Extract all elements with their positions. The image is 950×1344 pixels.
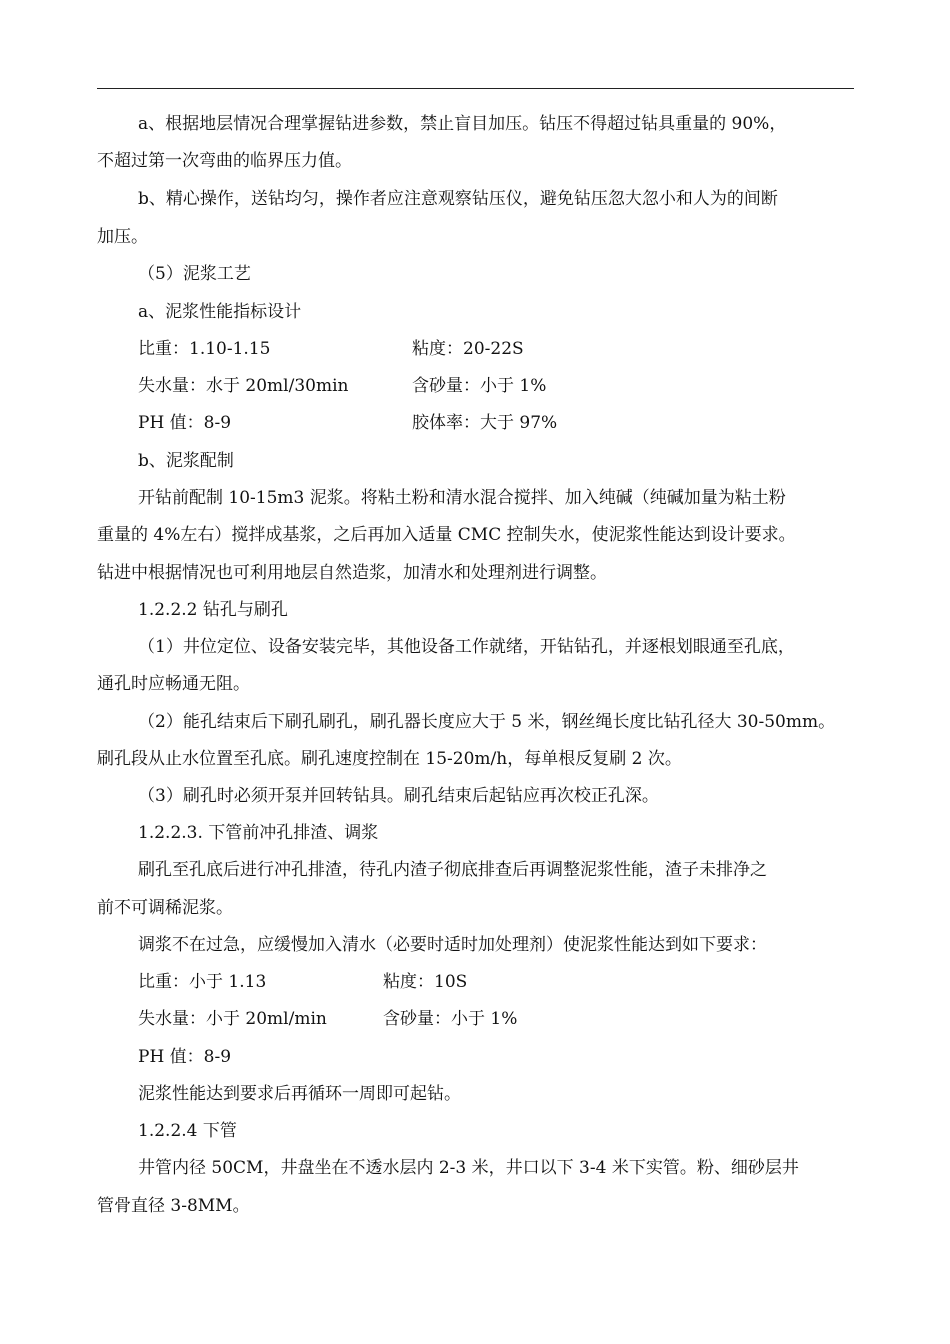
spec-water-loss: 失水量：水于 20ml/30min — [138, 376, 349, 396]
paragraph-line: 前不可调稀泥浆。 — [97, 898, 233, 918]
spec-ph: PH 值：8-9 — [138, 413, 232, 433]
spec-viscosity: 粘度：10S — [383, 972, 468, 992]
spec-colloid-rate: 胶体率：大于 97% — [412, 413, 558, 433]
paragraph-line: 加压。 — [97, 227, 148, 247]
subsection-heading: b、泥浆配制 — [138, 451, 234, 471]
paragraph-line: （1）井位定位、设备安装完毕，其他设备工作就绪，开钻钻孔，并逐根划眼通至孔底， — [138, 637, 795, 657]
paragraph-line: 开钻前配制 10-15m3 泥浆。将粘土粉和清水混合搅拌、加入纯碱（纯碱加量为粘土粉 — [138, 488, 786, 508]
spec-sand-content: 含砂量：小于 1% — [412, 376, 547, 396]
paragraph-line: 刷孔段从止水位置至孔底。刷孔速度控制在 15-20m/h，每单根反复刷 2 次。 — [97, 749, 682, 769]
paragraph-line: 井管内径 50CM，井盘坐在不透水层内 2-3 米，井口以下 3-4 米下实管。粉、细砂层井 — [138, 1158, 799, 1178]
paragraph-line: 重量的 4%左右）搅拌成基浆，之后再加入适量 CMC 控制失水，使泥浆性能达到设计要求。 — [97, 525, 796, 545]
paragraph-line: 刷孔至孔底后进行冲孔排渣，待孔内渣子彻底排查后再调整泥浆性能，渣子未排净之 — [138, 860, 767, 880]
section-heading: 1.2.2.4 下管 — [138, 1121, 237, 1141]
paragraph-line: 调浆不在过急，应缓慢加入清水（必要时适时加处理剂）使泥浆性能达到如下要求： — [138, 935, 767, 955]
paragraph-line: 钻进中根据情况也可利用地层自然造浆，加清水和处理剂进行调整。 — [97, 563, 607, 583]
spec-water-loss: 失水量：小于 20ml/min — [138, 1009, 327, 1029]
paragraph-line: 不超过第一次弯曲的临界压力值。 — [97, 151, 352, 171]
section-heading: （5）泥浆工艺 — [138, 264, 251, 284]
spec-density: 比重：小于 1.13 — [138, 972, 267, 992]
spec-ph: PH 值：8-9 — [138, 1047, 232, 1067]
spec-sand-content: 含砂量：小于 1% — [383, 1009, 518, 1029]
paragraph-line: 管骨直径 3-8MM。 — [97, 1196, 250, 1216]
paragraph-line: a、根据地层情况合理掌握钻进参数，禁止盲目加压。钻压不得超过钻具重量的 90%， — [138, 114, 787, 134]
paragraph-line: （2）能孔结束后下刷孔刷孔，刷孔器长度应大于 5 米，钢丝绳长度比钻孔径大 30-50mm。 — [138, 712, 836, 732]
paragraph-line: 通孔时应畅通无阻。 — [97, 674, 250, 694]
section-heading: 1.2.2.2 钻孔与刷孔 — [138, 600, 288, 620]
spec-viscosity: 粘度：20-22S — [412, 339, 524, 359]
spec-density: 比重：1.10-1.15 — [138, 339, 271, 359]
paragraph-line: b、精心操作，送钻均匀，操作者应注意观察钻压仪，避免钻压忽大忽小和人为的间断 — [138, 189, 778, 209]
section-heading: 1.2.2.3. 下管前冲孔排渣、调浆 — [138, 823, 379, 843]
header-rule — [97, 88, 854, 89]
paragraph-line: （3）刷孔时必须开泵并回转钻具。刷孔结束后起钻应再次校正孔深。 — [138, 786, 659, 806]
subsection-heading: a、泥浆性能指标设计 — [138, 302, 302, 322]
paragraph-line: 泥浆性能达到要求后再循环一周即可起钻。 — [138, 1084, 461, 1104]
